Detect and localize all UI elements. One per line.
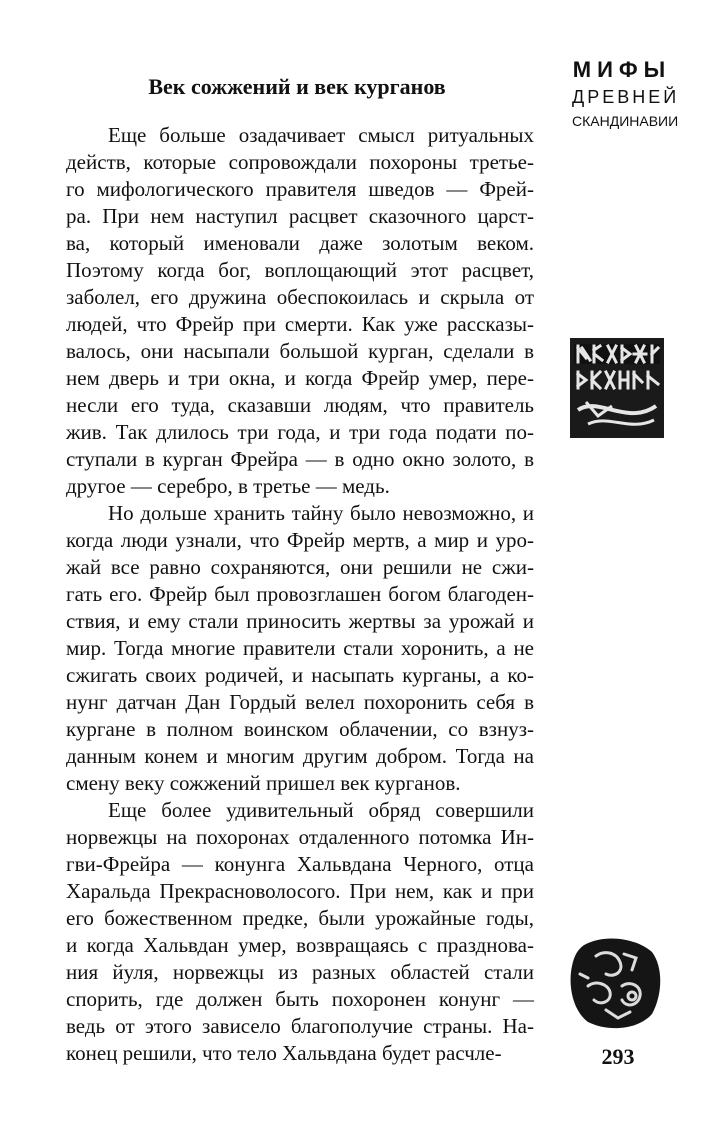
body-text xyxy=(66,122,534,1067)
paragraph xyxy=(66,500,534,797)
text-line: кургане в полном воинском облачении, со взнуз- xyxy=(66,717,534,741)
text-line: нунг датчан Дан Гордый велел похоронить себя в xyxy=(66,690,534,714)
text-line: мир. Тогда многие правители стали хоронить, а не xyxy=(66,636,534,660)
page-number: 293 xyxy=(601,1044,635,1069)
text-line: Поэтому когда бог, воплощающий этот расцвет, xyxy=(66,258,534,282)
text-line: валось, они насыпали большой курган, сделали в xyxy=(66,339,534,363)
text-line: жай все равно сохраняются, они решили не сжи- xyxy=(66,555,534,579)
side-running-title xyxy=(572,56,680,132)
text-line: конец решили, что тело Хальвдана будет расчле- xyxy=(66,1041,502,1065)
text-line: гать его. Фрейр был провозглашен богом благоден- xyxy=(66,582,534,606)
carved-emblem-icon xyxy=(566,934,664,1032)
text-line: спорить, где должен быть похоронен конунг — xyxy=(66,987,534,1011)
text-line: ведь от этого зависело благополучие страны. На- xyxy=(66,1014,534,1038)
text-line: несли его туда, сказавши людям, что правитель xyxy=(66,393,534,417)
side-subtitle: ДРЕВНЕЙ xyxy=(572,87,680,107)
text-line: другое — серебро, в третье — медь. xyxy=(66,474,390,498)
text-line: его божественном предке, были урожайные годы, xyxy=(66,906,534,930)
text-line: Еще больше озадачивает смысл ритуальных xyxy=(108,123,534,147)
text-line: сжигать своих родичей, и насыпать курганы, а ко- xyxy=(66,663,534,687)
text-line: смену веку сожжений пришел век курганов. xyxy=(66,771,461,795)
text-line: Еще более удивительный обряд совершили xyxy=(108,798,534,822)
text-line: ния йуля, норвежцы из разных областей стали xyxy=(66,960,534,984)
text-line: действ, которые сопровождали похороны третье- xyxy=(66,150,534,174)
text-line: норвежцы на похоронах отдаленного потомка Ин- xyxy=(66,825,534,849)
text-line: го мифологического правителя шведов — Фрей- xyxy=(66,177,534,201)
side-title: МИФЫ xyxy=(572,57,672,82)
text-line: гви-Фрейра — конунга Хальвдана Черного, отца xyxy=(66,852,534,876)
text-line: Но дольше хранить тайну было невозможно, и xyxy=(108,501,534,525)
text-line: ра. При нем наступил расцвет сказочного царст- xyxy=(66,204,534,228)
text-line: данным конем и многим другим добром. Тогда на xyxy=(66,744,534,768)
text-line: жив. Так длилось три года, и три года подати по- xyxy=(66,420,534,444)
chapter-heading: Век сожжений и век курганов xyxy=(148,74,446,99)
text-line: заболел, его дружина обеспокоилась и скрыла от xyxy=(66,285,534,309)
side-subtitle-2: СКАНДИНАВИИ xyxy=(572,113,679,129)
text-line: ствия, и ему стали приносить жертвы за урожай и xyxy=(66,609,534,633)
runic-ornament-icon xyxy=(568,336,666,440)
paragraph xyxy=(66,122,534,500)
text-line: нем дверь и три окна, и когда Фрейр умер, пере- xyxy=(66,366,534,390)
text-line: ступали в курган Фрейра — в одно окно золото, в xyxy=(66,447,534,471)
text-line: и когда Хальвдан умер, возвращаясь с празднова- xyxy=(66,933,534,957)
text-line: ва, который именовали даже золотым веком. xyxy=(66,231,534,255)
text-line: когда люди узнали, что Фрейр мертв, а мир и уро- xyxy=(66,528,534,552)
paragraph xyxy=(66,797,534,1067)
text-line: Харальда Прекрасноволосого. При нем, как и при xyxy=(66,879,534,903)
text-line: людей, что Фрейр при смерти. Как уже рассказы- xyxy=(66,312,534,336)
